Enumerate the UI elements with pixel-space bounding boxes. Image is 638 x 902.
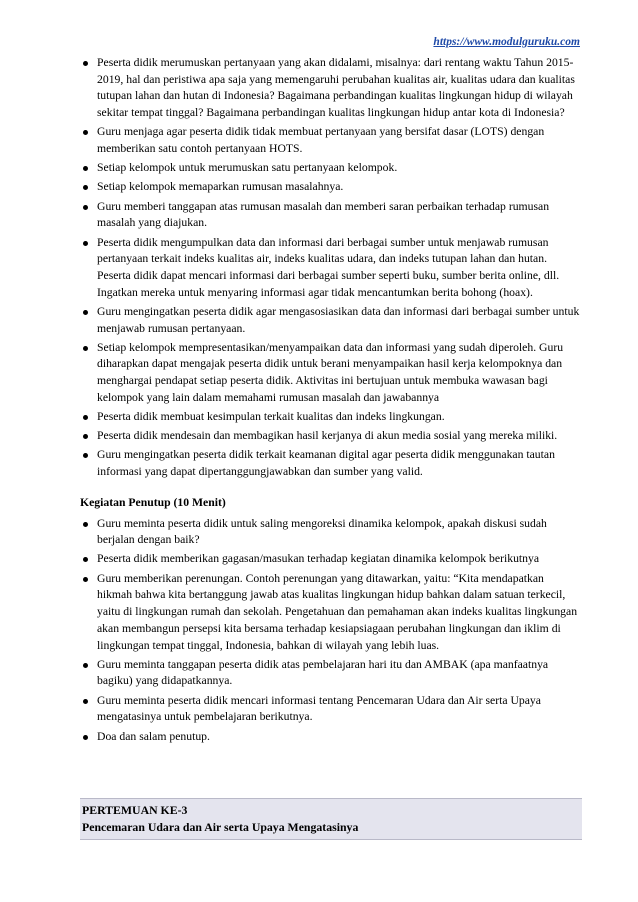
meeting-label: PERTEMUAN KE-3	[82, 803, 188, 817]
list-item: Peserta didik membuat kesimpulan terkait kualitas dan indeks lingkungan.	[80, 409, 580, 426]
list-item: Setiap kelompok memaparkan rumusan masalahnya.	[80, 179, 580, 196]
core-activity-list	[80, 55, 580, 481]
list-item: Guru meminta peserta didik untuk saling mengoreksi dinamika kelompok, apakah diskusi sudah berjalan dengan baik?	[80, 516, 580, 549]
meeting-heading-box	[80, 798, 582, 840]
list-item: Peserta didik memberikan gagasan/masukan terhadap kegiatan dinamika kelompok berikutnya	[80, 551, 580, 568]
closing-section-title: Kegiatan Penutup (10 Menit)	[80, 495, 226, 509]
closing-activity-list	[80, 516, 580, 746]
list-item: Guru meminta peserta didik mencari informasi tentang Pencemaran Udara dan Air serta Upaya mengatasinya untuk pembelajaran berikutnya.	[80, 693, 580, 726]
list-item: Setiap kelompok untuk merumuskan satu pertanyaan kelompok.	[80, 160, 580, 177]
list-item: Setiap kelompok mempresentasikan/menyampaikan data dan informasi yang sudah diperoleh. Guru diharapkan dapat mengajak peserta didik untuk berani menyampaikan hasil kerja kelompoknya dan menghargai pendapat setiap peserta didik. Aktivitas ini bertujuan untuk membuka wawasan bagi kelompok yang lain dalam memahami rumusan masalah dan jawabannya	[80, 340, 580, 407]
list-item: Doa dan salam penutup.	[80, 729, 580, 746]
list-item: Peserta didik mendesain dan membagikan hasil kerjanya di akun media sosial yang mereka miliki.	[80, 428, 580, 445]
list-item: Peserta didik merumuskan pertanyaan yang akan didalami, misalnya: dari rentang waktu Tahun 2015-2019, hal dan peristiwa apa saja yang memengaruhi perubahan kualitas air, kualitas udara dan kualitas tutupan lahan dan hutan di Indonesia? Bagaimana perbandingan kualitas lingkungan hidup di wilayah sekitar tempat tinggal? Bagaimana perbandingan kualitas lingkungan hidup antar kota di Indonesia?	[80, 55, 580, 122]
list-item: Guru meminta tanggapan peserta didik atas pembelajaran hari itu dan AMBAK (apa manfaatnya bagiku) yang didapatkannya.	[80, 657, 580, 690]
lesson-content	[80, 55, 580, 748]
header-url-link[interactable]: https://www.modulguruku.com	[433, 36, 580, 48]
list-item: Guru mengingatkan peserta didik terkait keamanan digital agar peserta didik menggunakan tautan informasi yang dapat dipertanggungjawabkan dan sumber yang valid.	[80, 447, 580, 480]
list-item: Guru mengingatkan peserta didik agar mengasosiasikan data dan informasi dari berbagai sumber untuk menjawab rumusan pertanyaan.	[80, 304, 580, 337]
meeting-topic: Pencemaran Udara dan Air serta Upaya Mengatasinya	[82, 820, 359, 834]
list-item: Guru menjaga agar peserta didik tidak membuat pertanyaan yang bersifat dasar (LOTS) dengan memberikan satu contoh pertanyaan HOTS.	[80, 124, 580, 157]
list-item: Guru memberikan perenungan. Contoh perenungan yang ditawarkan, yaitu: “Kita mendapatkan hikmah bahwa kita bertanggung jawab atas kualitas lingkungan hidup bahkan dalam satuan terkecil, yaitu di lingkungan rumah dan sekolah. Pengetahuan dan pemahaman akan indeks kualitas lingkungan akan membangun persepsi kita bersama terhadap kesiapsiagaan perubahan lingkungan dan iklim di lingkungan tempat tinggal, Indonesia, bahkan di wilayah yang lebih luas.	[80, 571, 580, 655]
list-item: Peserta didik mengumpulkan data dan informasi dari berbagai sumber untuk menjawab rumusan pertanyaan terkait indeks kualitas air, indeks kualitas udara, dan indeks tutupan lahan dan hutan. Peserta didik dapat mencari informasi dari berbagai sumber seperti buku, sumber berita online, dll. Ingatkan mereka untuk menyaring informasi agar tidak mencantumkan berita bohong (hoax).	[80, 235, 580, 302]
list-item: Guru memberi tanggapan atas rumusan masalah dan memberi saran perbaikan terhadap rumusan masalah yang diajukan.	[80, 199, 580, 232]
